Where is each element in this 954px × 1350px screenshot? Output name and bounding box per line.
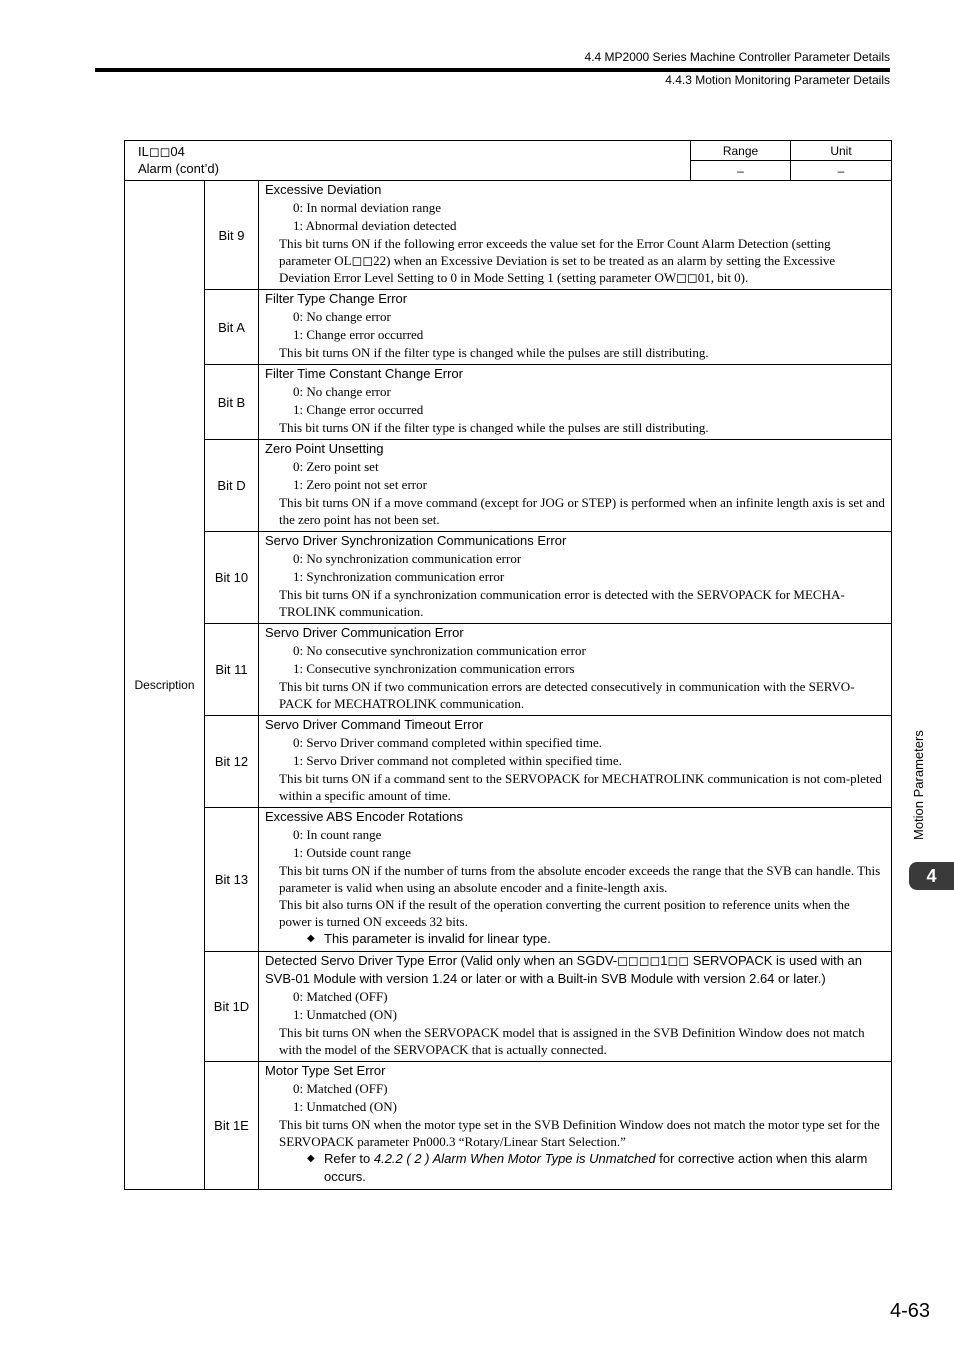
bit-value-0: 0: Zero point set: [293, 459, 379, 474]
bit-paragraph: This bit turns ON if two communication errors are detected consecutively in communication with the SERVO-PACK for MECHATROLINK communication.: [279, 679, 855, 711]
bit-title: Servo Driver Synchronization Communications Error: [265, 533, 567, 548]
bit-description: [259, 624, 892, 716]
bullet-refer: [265, 1150, 885, 1186]
bit-title: Excessive Deviation: [265, 182, 382, 197]
bit-paragraph: This bit turns ON if a synchronization communication error is detected with the SERVOPACK for MECHA-TROLINK communication.: [279, 587, 845, 619]
bullet-diamond-icon: ◆: [307, 933, 315, 944]
bullet-text: This parameter is invalid for linear type.: [324, 931, 551, 946]
table-row-bit-10: [125, 532, 892, 624]
bit-value-1: 1: Abnormal deviation detected: [293, 218, 457, 233]
bit-description: [259, 532, 892, 624]
unit-header: Unit: [791, 141, 892, 161]
range-value: –: [691, 161, 791, 181]
description-label: Description: [125, 181, 205, 1190]
table-row-bit-1d: [125, 952, 892, 1062]
bullet-diamond-icon: ◆: [307, 1153, 315, 1164]
bit-value-1: 1: Change error occurred: [293, 327, 424, 342]
bit-paragraph: This bit turns ON if the following error exceeds the value set for the Error Count Alarm Detection (setting parameter OL◻◻22) when an Excessive Deviation is set to be treated as an alarm by setting the Excessive Deviation Error Level Setting to 0 in Mode Setting 1 (setting parameter OW◻◻01, bit 0).: [279, 236, 836, 285]
bit-title: Servo Driver Command Timeout Error: [265, 717, 484, 732]
bit-paragraph: This bit turns ON when the SERVOPACK model that is assigned in the SVB Definition Window does not match with the model of the SERVOPACK that is actually connected.: [279, 1025, 865, 1057]
side-chapter-label: Motion Parameters: [911, 730, 926, 840]
parameter-name: Alarm (cont’d): [138, 161, 219, 176]
bit-value-0: 0: In normal deviation range: [293, 200, 442, 215]
bit-label: Bit D: [205, 440, 259, 532]
bit-value-1: 1: Outside count range: [293, 845, 412, 860]
bit-value-1: 1: Servo Driver command not completed within specified time.: [293, 753, 622, 768]
cross-reference-link[interactable]: 4.2.2 ( 2 ) Alarm When Motor Type is Unmatched: [373, 1151, 656, 1166]
table-row-bit-1e: [125, 1062, 892, 1190]
bullet-note: [265, 930, 885, 948]
bit-value-0: 0: No change error: [293, 309, 391, 324]
bit-description: [259, 290, 892, 365]
bit-paragraph: This bit turns ON when the motor type set in the SVB Definition Window does not match the motor type set for the SERVOPACK parameter Pn000.3 “Rotary/Linear Start Selection.”: [279, 1117, 880, 1149]
bit-label: Bit B: [205, 365, 259, 440]
bit-paragraph: This bit turns ON if the filter type is changed while the pulses are still distributing.: [279, 420, 709, 435]
refer-suffix: for corrective action when this alarm occurs.: [324, 1151, 868, 1184]
table-row-bit-d: [125, 440, 892, 532]
refer-prefix: Refer to: [324, 1151, 374, 1166]
bit-value-0: 0: No consecutive synchronization communication error: [293, 643, 586, 658]
bit-description: [259, 808, 892, 952]
bit-value-0: 0: Matched (OFF): [293, 989, 388, 1004]
bit-label: Bit 1D: [205, 952, 259, 1062]
range-header: Range: [691, 141, 791, 161]
bit-description: [259, 365, 892, 440]
table-row-bit-13: [125, 808, 892, 952]
table-row-bit-9: [125, 181, 892, 290]
bit-title: Zero Point Unsetting: [265, 441, 384, 456]
bit-value-0: 0: Matched (OFF): [293, 1081, 388, 1096]
unit-value: –: [791, 161, 892, 181]
bit-value-1: 1: Change error occurred: [293, 402, 424, 417]
bit-value-0: 0: No change error: [293, 384, 391, 399]
bit-title: Excessive ABS Encoder Rotations: [265, 809, 463, 824]
bit-value-1: 1: Consecutive synchronization communication errors: [293, 661, 575, 676]
bit-value-1: 1: Unmatched (ON): [293, 1099, 397, 1114]
bit-label: Bit 12: [205, 716, 259, 808]
running-header-section: 4.4 MP2000 Series Machine Controller Parameter Details: [584, 50, 890, 64]
bit-paragraph: This bit turns ON if the filter type is changed while the pulses are still distributing.: [279, 345, 709, 360]
chapter-tab: 4: [909, 862, 954, 890]
bit-label: Bit 11: [205, 624, 259, 716]
bit-description: [259, 1062, 892, 1190]
bit-value-1: 1: Zero point not set error: [293, 477, 427, 492]
bit-label: Bit A: [205, 290, 259, 365]
bit-title: Detected Servo Driver Type Error (Valid only when an SGDV-◻◻◻◻1◻◻ SERVOPACK is used with an SVB-01 Module with version 1.24 or later or with a Built-in SVB Module with version 2.64 or later.): [265, 953, 863, 986]
bit-label: Bit 10: [205, 532, 259, 624]
bit-label: Bit 13: [205, 808, 259, 952]
bit-value-1: 1: Unmatched (ON): [293, 1007, 397, 1022]
bit-title: Motor Type Set Error: [265, 1063, 386, 1078]
bit-value-0: 0: No synchronization communication error: [293, 551, 522, 566]
table-row-bit-11: [125, 624, 892, 716]
bit-value-1: 1: Synchronization communication error: [293, 569, 505, 584]
bit-description: [259, 952, 892, 1062]
bit-paragraph-0: This bit turns ON if the number of turns from the absolute encoder exceeds the range that the SVB can handle. This parameter is valid when using an absolute encoder and a finite-length axis.: [279, 863, 881, 895]
bit-title: Servo Driver Communication Error: [265, 625, 464, 640]
bit-paragraph: This bit turns ON if a move command (except for JOG or STEP) is performed when an infinite length axis is set and the zero point has not been set.: [279, 495, 885, 527]
table-row-bit-b: [125, 365, 892, 440]
bit-title: Filter Type Change Error: [265, 291, 408, 306]
bit-description: [259, 440, 892, 532]
bit-description: [259, 181, 892, 290]
parameter-id-cell: [125, 141, 691, 181]
table-row-bit-12: [125, 716, 892, 808]
bit-title: Filter Time Constant Change Error: [265, 366, 463, 381]
parameter-id: IL◻◻04: [138, 144, 185, 159]
bit-value-0: 0: Servo Driver command completed within specified time.: [293, 735, 603, 750]
running-header-subsection: 4.4.3 Motion Monitoring Parameter Details: [665, 73, 890, 87]
bit-label: Bit 9: [205, 181, 259, 290]
bit-paragraph: This bit turns ON if a command sent to the SERVOPACK for MECHATROLINK communication is not com-pleted within a specific amount of time.: [279, 771, 882, 803]
bit-value-0: 0: In count range: [293, 827, 382, 842]
bit-label: Bit 1E: [205, 1062, 259, 1190]
bit-paragraph-1: This bit also turns ON if the result of the operation converting the current position to reference units when the power is turned ON exceeds 32 bits.: [279, 897, 850, 929]
table-row-bit-a: [125, 290, 892, 365]
header-rule: [95, 68, 890, 72]
bit-description: [259, 716, 892, 808]
page-number: 4-63: [889, 1300, 930, 1322]
parameter-table: [124, 140, 892, 1190]
